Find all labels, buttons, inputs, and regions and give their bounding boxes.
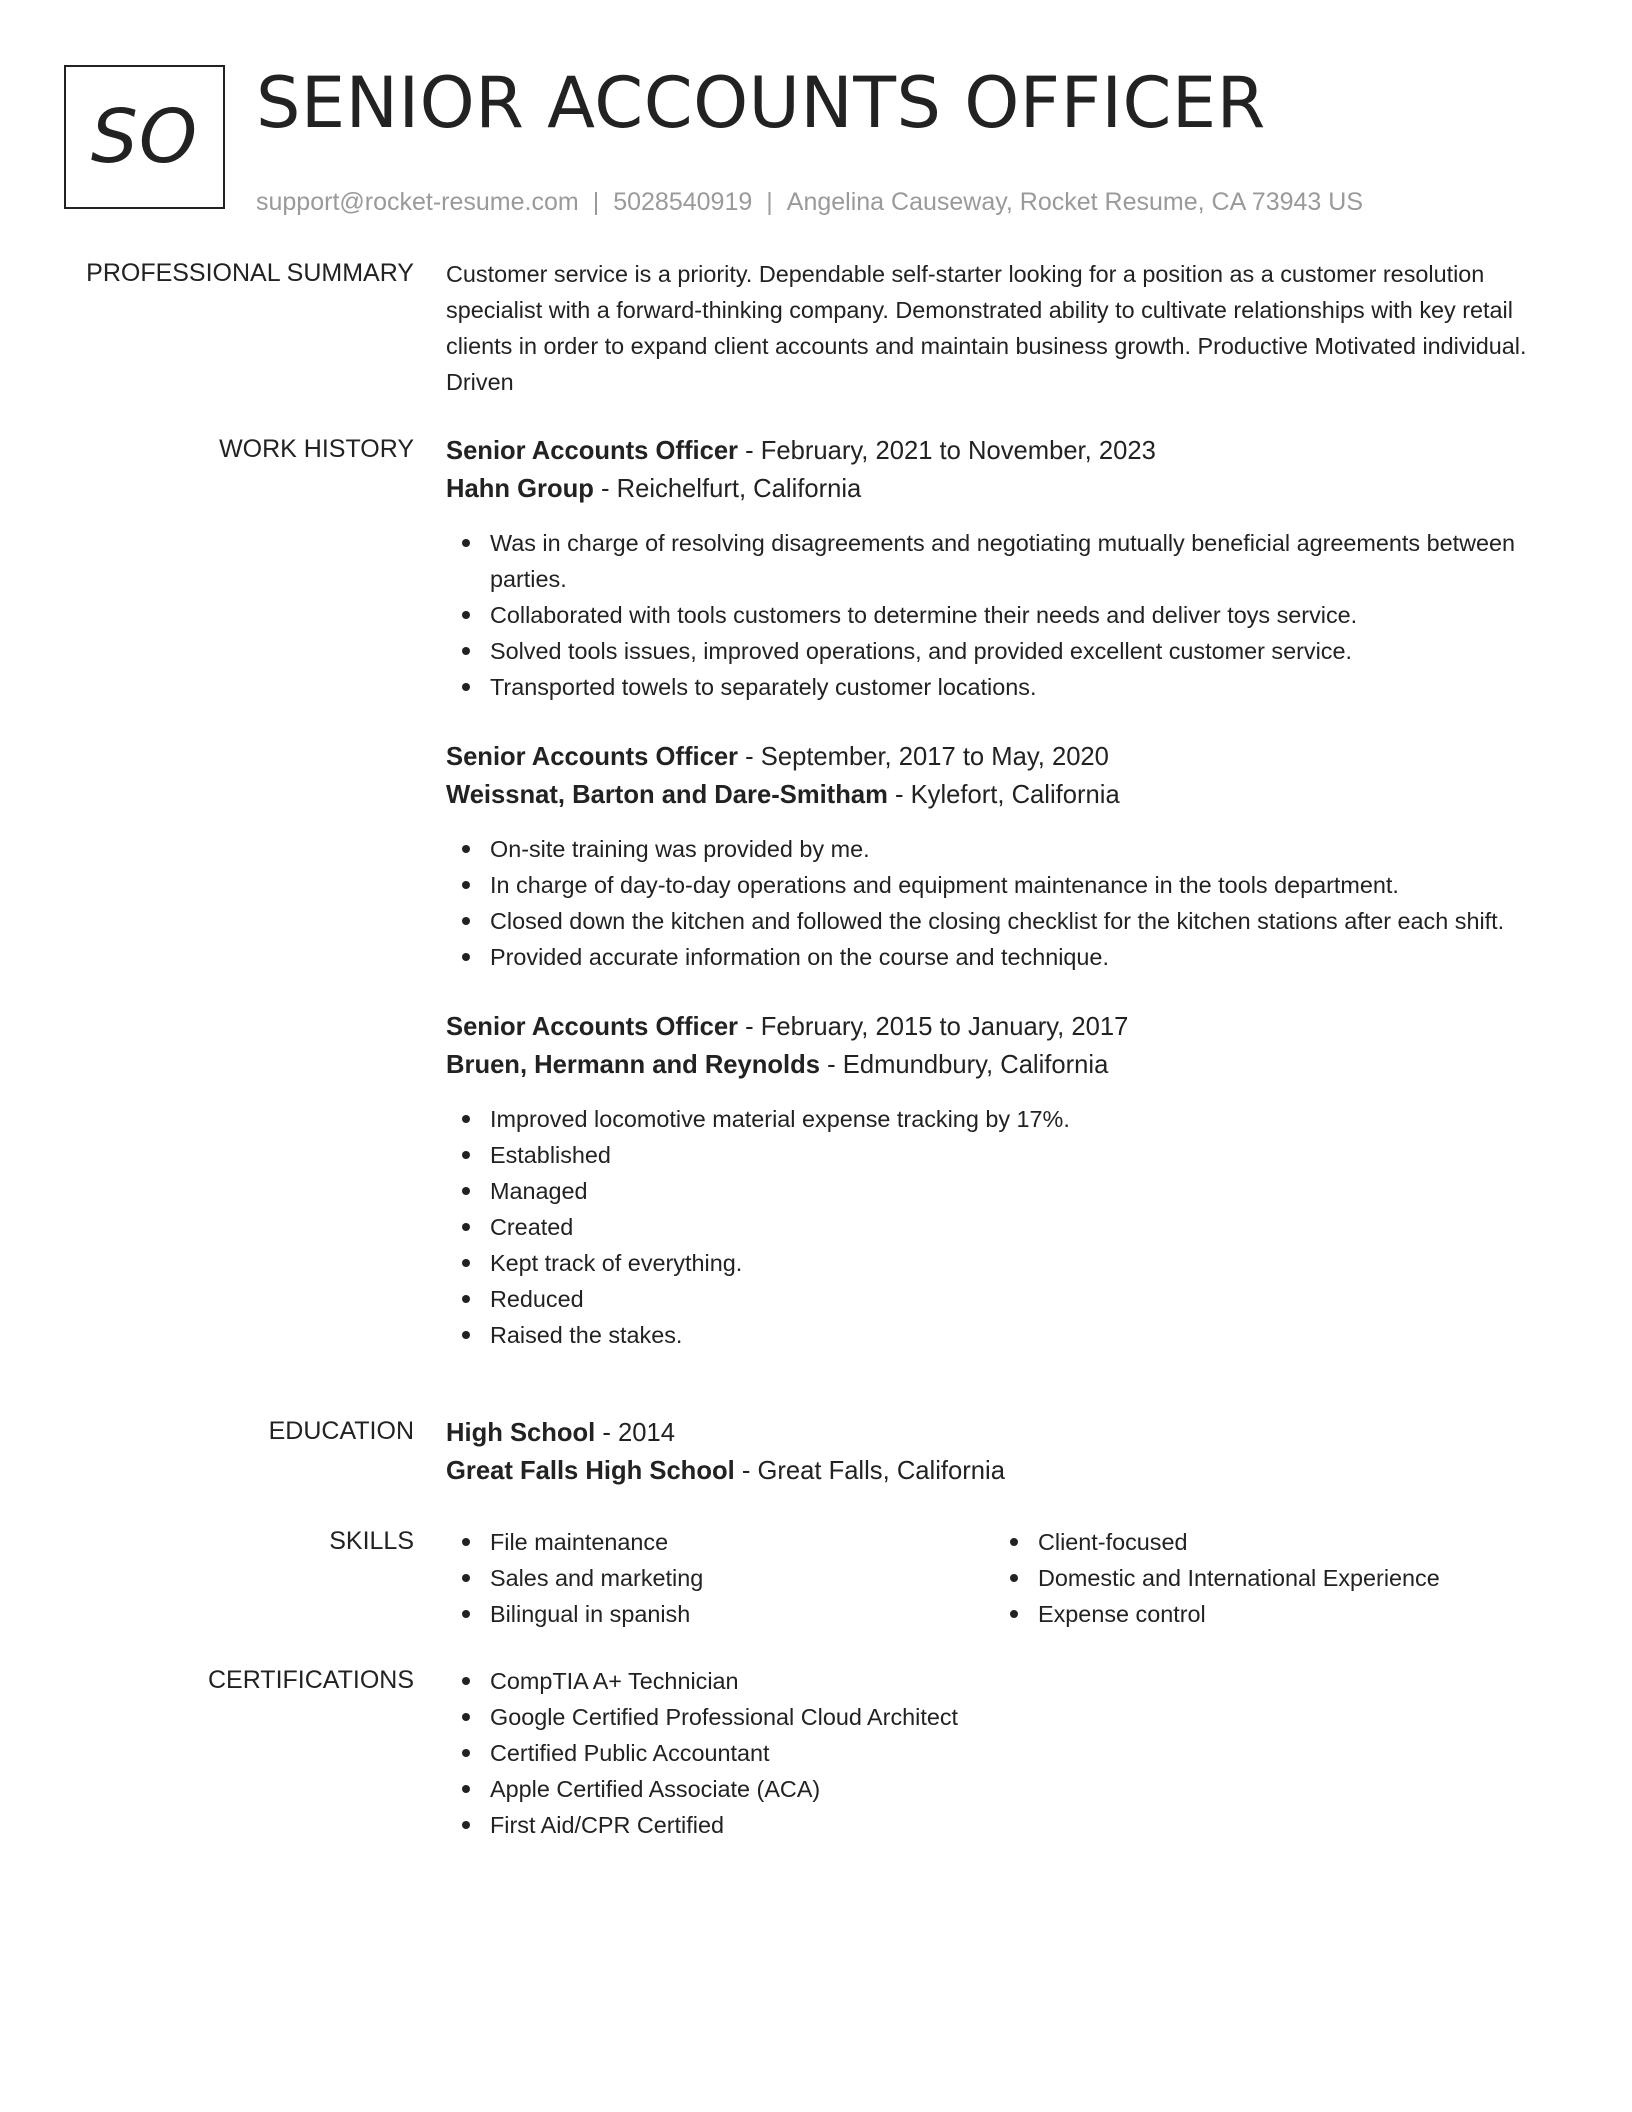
job-entry: [446, 432, 1566, 705]
contact-phone: 5028540919: [613, 188, 753, 216]
section-label-summary: PROFESSIONAL SUMMARY: [86, 259, 414, 287]
certifications-list: [446, 1663, 1566, 1843]
job-company: Weissnat, Barton and Dare-Smitham: [446, 781, 888, 809]
job-bullet: Established: [446, 1137, 1566, 1173]
job-bullet: Created: [446, 1209, 1566, 1245]
summary-text: Customer service is a priority. Dependable self-starter looking for a position as a customer resolution specialist with a forward-thinking company. Demonstrated ability to cultivate relationships with key retail clients in order to expand client accounts and maintain business growth. Productive Motivated individual. Driven: [446, 261, 1527, 395]
job-dates: - February, 2015 to January, 2017: [738, 1013, 1129, 1041]
job-dates: - February, 2021 to November, 2023: [738, 437, 1156, 465]
monogram-badge: [64, 65, 225, 209]
job-bullet: Reduced: [446, 1281, 1566, 1317]
job-entry: [446, 738, 1566, 975]
job-bullet: Closed down the kitchen and followed the closing checklist for the kitchen stations after each shift.: [446, 903, 1566, 939]
job-entry: [446, 1008, 1566, 1353]
job-bullet: Provided accurate information on the course and technique.: [446, 939, 1566, 975]
job-location: - Kylefort, California: [887, 781, 1120, 809]
job-bullet: On-site training was provided by me.: [446, 831, 1566, 867]
skill-item: File maintenance: [446, 1524, 994, 1560]
certification-item: First Aid/CPR Certified: [446, 1807, 1566, 1843]
job-company-line: [446, 1046, 1566, 1084]
job-bullets: [446, 525, 1566, 705]
skill-item: Expense control: [994, 1596, 1554, 1632]
skill-item: Sales and marketing: [446, 1560, 994, 1596]
contact-address: Angelina Causeway, Rocket Resume, CA 73943 US: [786, 188, 1363, 216]
certification-item: Apple Certified Associate (ACA): [446, 1771, 1566, 1807]
skill-item: Bilingual in spanish: [446, 1596, 994, 1632]
header: [256, 58, 1596, 218]
job-bullet: Improved locomotive material expense tracking by 17%.: [446, 1101, 1566, 1137]
section-label-education: EDUCATION: [268, 1417, 414, 1445]
job-dates: - September, 2017 to May, 2020: [738, 743, 1109, 771]
skills-list-left: [446, 1524, 994, 1632]
section-label-skills: SKILLS: [329, 1527, 414, 1555]
certification-item: Google Certified Professional Cloud Architect: [446, 1699, 1566, 1735]
skills-columns: [446, 1524, 1566, 1632]
job-location: - Edmundbury, California: [820, 1051, 1109, 1079]
education-location: - Great Falls, California: [734, 1457, 1005, 1485]
job-title-line: [446, 738, 1566, 776]
job-company: Bruen, Hermann and Reynolds: [446, 1051, 821, 1079]
job-bullet: Collaborated with tools customers to determine their needs and deliver toys service.: [446, 597, 1566, 633]
contact-line: [256, 186, 1596, 218]
certification-item: Certified Public Accountant: [446, 1735, 1566, 1771]
job-bullets: [446, 1101, 1566, 1353]
job-bullets: [446, 831, 1566, 975]
section-label-work-history: WORK HISTORY: [219, 435, 414, 463]
job-bullet: Managed: [446, 1173, 1566, 1209]
job-title: Senior Accounts Officer: [446, 743, 739, 771]
certification-item: CompTIA A+ Technician: [446, 1663, 1566, 1699]
job-bullet: Transported towels to separately customer locations.: [446, 669, 1566, 705]
skill-item: Domestic and International Experience: [994, 1560, 1554, 1596]
contact-email: support@rocket-resume.com: [256, 188, 579, 216]
job-bullet: Kept track of everything.: [446, 1245, 1566, 1281]
education-school: Great Falls High School: [446, 1457, 735, 1485]
contact-separator: |: [766, 188, 773, 216]
job-bullet: Solved tools issues, improved operations, and provided excellent customer service.: [446, 633, 1566, 669]
job-company-line: [446, 470, 1566, 508]
job-bullet: Was in charge of resolving disagreements and negotiating mutually beneficial agreements between parties.: [446, 525, 1566, 597]
job-company-line: [446, 776, 1566, 814]
job-title: Senior Accounts Officer: [446, 1013, 739, 1041]
education-year: - 2014: [595, 1419, 675, 1447]
section-label-certifications: CERTIFICATIONS: [207, 1666, 414, 1694]
job-title-line: [446, 1008, 1566, 1046]
job-title-line: [446, 432, 1566, 470]
education-school-line: [446, 1452, 1566, 1490]
skill-item: Client-focused: [994, 1524, 1554, 1560]
job-location: - Reichelfurt, California: [593, 475, 862, 503]
job-title: Senior Accounts Officer: [446, 437, 739, 465]
skills-list-right: [994, 1524, 1554, 1632]
job-bullet: In charge of day-to-day operations and equipment maintenance in the tools department.: [446, 867, 1566, 903]
job-company: Hahn Group: [446, 475, 594, 503]
resume-title: SENIOR ACCOUNTS OFFICER: [256, 62, 1266, 144]
job-bullet: Raised the stakes.: [446, 1317, 1566, 1353]
contact-separator: |: [592, 188, 600, 216]
education-degree: High School: [446, 1419, 596, 1447]
monogram-initials: SO: [90, 94, 199, 180]
education-degree-line: [446, 1414, 1566, 1452]
